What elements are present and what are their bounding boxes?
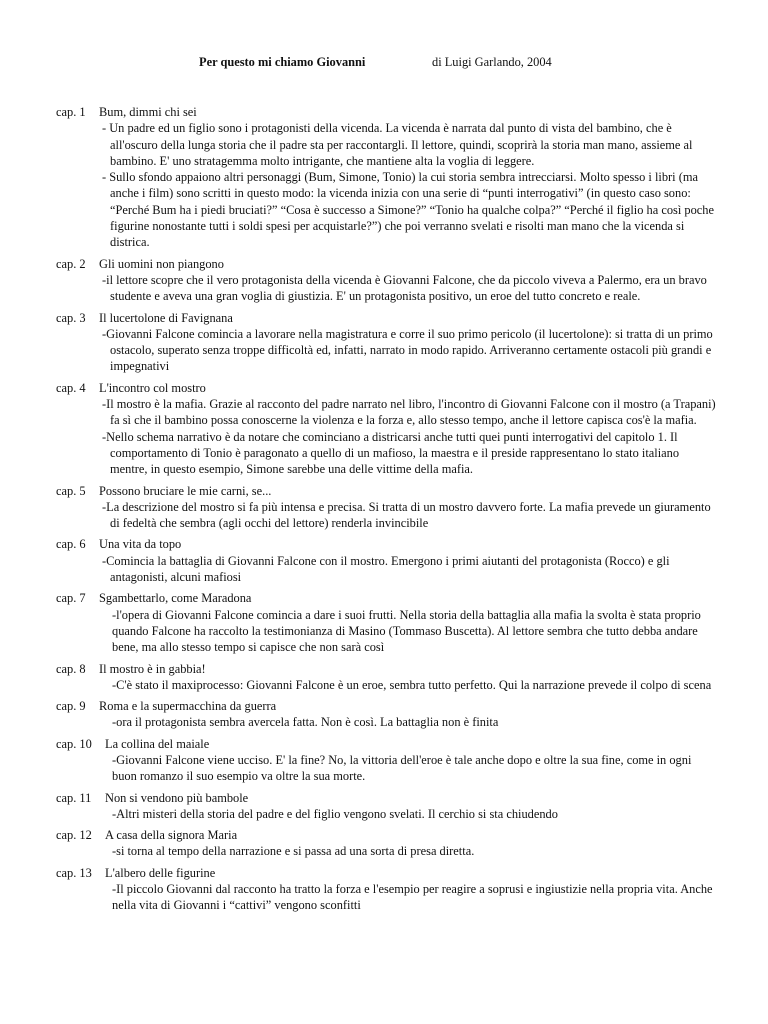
chapter-title: A casa della signora Maria — [105, 828, 238, 843]
chapter-block — [0, 310, 768, 375]
chapter-heading — [0, 256, 768, 272]
chapter-title: Gli uomini non piangono — [99, 256, 224, 271]
chapter-note: -La descrizione del mostro si fa più intensa e precisa. Si tratta di un mostro davvero forte. La mafia prevede un giuramento di fedeltà che sembra (agli occhi del lettore) renderla invincibile — [102, 499, 711, 531]
chapter-note: -Comincia la battaglia di Giovanni Falcone con il mostro. Emergono i primi aiutanti del protagonista (Rocco) e gli antagonisti, alcuni mafiosi — [102, 553, 670, 585]
chapter-number: cap. 2 — [56, 256, 86, 271]
chapter-title: Possono bruciare le mie carni, se... — [99, 483, 272, 498]
chapter-note: -l'opera di Giovanni Falcone comincia a dare i suoi frutti. Nella storia della battaglia alla mafia la svolta è stata proprio quando Falcone ha raccolto la testimonianza di Masino (Tommaso Buscetta). Al lettore sembra che tutto debba andare bene, ma allo stesso tempo si capisce che non sarà così — [112, 607, 701, 655]
chapter-block — [0, 104, 768, 251]
chapter-title: L'albero delle figurine — [105, 865, 216, 880]
chapter-block — [0, 698, 768, 731]
chapter-number: cap. 5 — [56, 483, 86, 498]
chapter-note: -ora il protagonista sembra avercela fatta. Non è così. La battaglia non è finita — [112, 715, 499, 730]
chapter-number: cap. 9 — [56, 699, 86, 714]
chapter-block — [0, 380, 768, 478]
chapter-block — [0, 590, 768, 655]
chapter-block — [0, 827, 768, 860]
chapter-title: Una vita da topo — [99, 537, 182, 552]
chapter-number: cap. 8 — [56, 661, 86, 676]
chapter-heading — [0, 865, 768, 881]
chapter-number: cap. 4 — [56, 380, 86, 395]
chapter-heading — [0, 827, 768, 843]
chapter-heading — [0, 483, 768, 499]
chapter-number: cap. 7 — [56, 591, 86, 606]
chapter-heading — [0, 380, 768, 396]
chapter-note: -si torna al tempo della narrazione e si passa ad una sorta di presa diretta. — [112, 844, 475, 859]
chapter-title: L'incontro col mostro — [99, 380, 206, 395]
chapter-number: cap. 12 — [56, 828, 92, 843]
chapter-block — [0, 865, 768, 914]
chapter-block — [0, 790, 768, 823]
chapter-number: cap. 10 — [56, 736, 92, 751]
chapter-title: Sgambettarlo, come Maradona — [99, 591, 252, 606]
document-title: Per questo mi chiamo Giovanni — [199, 55, 366, 69]
chapter-note: - Sullo sfondo appaiono altri personaggi (Bum, Simone, Tonio) la cui storia sembra intrecciarsi. Molto spesso i libri (ma anche i film) sono scritti in questo modo: la vicenda inizia con una serie di “punti interrogativi” (in questo caso sono: “Perché Bum ha i piedi bruciati?” “Cosa è successo a Simone?” “Tonio ha qualche colpa?” “Perché il figlio ha così poche figurine nonostante tutti i soldi spesi per acquistarle?”) che poi verranno svelati e risolti man mano che la vicenda si districa. — [102, 170, 714, 250]
chapter-title: Il mostro è in gabbia! — [99, 661, 206, 676]
chapter-title: Non si vendono più bambole — [105, 790, 249, 805]
chapter-block — [0, 736, 768, 785]
chapter-title: Il lucertolone di Favignana — [99, 310, 233, 325]
chapter-block — [0, 256, 768, 305]
chapter-heading — [0, 590, 768, 606]
chapter-heading — [0, 661, 768, 677]
chapter-note: -Nello schema narrativo è da notare che cominciano a districarsi anche tutti quei punti interrogativi del capitolo 1. Il comportamento di Tonio è paragonato a quello di un mafioso, la maestra e il preside rappresentano lo stato italiano mentre, in questo esempio, Simone sarebbe una delle vittime della mafia. — [102, 429, 680, 477]
chapter-list — [0, 104, 768, 919]
chapter-number: cap. 6 — [56, 537, 86, 552]
chapter-note: -Il piccolo Giovanni dal racconto ha tratto la forza e l'esempio per reagire a soprusi e ingiustizie nella propria vita. Anche nella vita di Giovanni i “cattivi” vengono sconfitti — [112, 882, 713, 913]
chapter-heading — [0, 310, 768, 326]
chapter-number: cap. 3 — [56, 310, 86, 325]
chapter-heading — [0, 736, 768, 752]
document-header — [0, 54, 768, 72]
chapter-number: cap. 11 — [56, 790, 92, 805]
chapter-note: -Il mostro è la mafia. Grazie al racconto del padre narrato nel libro, l'incontro di Giovanni Falcone con il mostro (a Trapani) fa sì che il bambino possa conoscerne la violenza e la forza e, allo stesso tempo, anche il lettore capisca cos'è la mafia. — [102, 397, 716, 428]
chapter-note: -Altri misteri della storia del padre e del figlio vengono svelati. Il cerchio si sta chiudendo — [112, 806, 558, 821]
chapter-title: La collina del maiale — [105, 736, 210, 751]
chapter-heading — [0, 536, 768, 552]
chapter-block — [0, 483, 768, 532]
document-author: di Luigi Garlando, 2004 — [432, 55, 552, 69]
chapter-number: cap. 1 — [56, 105, 86, 119]
chapter-note: -Giovanni Falcone comincia a lavorare nella magistratura e corre il suo primo pericolo (il lucertolone): si tratta di un primo ostacolo, superato senza troppe difficoltà ed, infatti, narrato in modo rapido. Arriveranno certamente ostacoli più grandi e impegnativi — [102, 326, 713, 374]
chapter-block — [0, 661, 768, 694]
chapter-block — [0, 536, 768, 585]
chapter-heading — [0, 790, 768, 806]
chapter-note: -C'è stato il maxiprocesso: Giovanni Falcone è un eroe, sembra tutto perfetto. Qui la narrazione prevede il colpo di scena — [112, 677, 712, 692]
chapter-heading — [0, 698, 768, 714]
chapter-heading — [0, 104, 768, 120]
chapter-note: -Giovanni Falcone viene ucciso. E' la fine? No, la vittoria dell'eroe è tale anche dopo e oltre la sua fine, come in ogni buon romanzo il suo esempio va oltre la sua morte. — [112, 752, 692, 784]
chapter-title: Roma e la supermacchina da guerra — [99, 699, 277, 714]
chapter-number: cap. 13 — [56, 865, 92, 880]
chapter-title: Bum, dimmi chi sei — [99, 105, 197, 119]
chapter-note: -il lettore scopre che il vero protagonista della vicenda è Giovanni Falcone, che da piccolo viveva a Palermo, era un bravo studente e aveva una gran voglia di giustizia. E' un protagonista positivo, un eroe del tutto concreto e reale. — [102, 272, 707, 304]
chapter-note: - Un padre ed un figlio sono i protagonisti della vicenda. La vicenda è narrata dal punto di vista del bambino, che è all'oscuro della lunga storia che il padre sta per raccontargli. Il lettore, quindi, scoprirà la storia man mano, assieme al bambino. E' uno stratagemma molto intrigante, che mantiene alta la voglia di leggere. — [102, 121, 693, 168]
